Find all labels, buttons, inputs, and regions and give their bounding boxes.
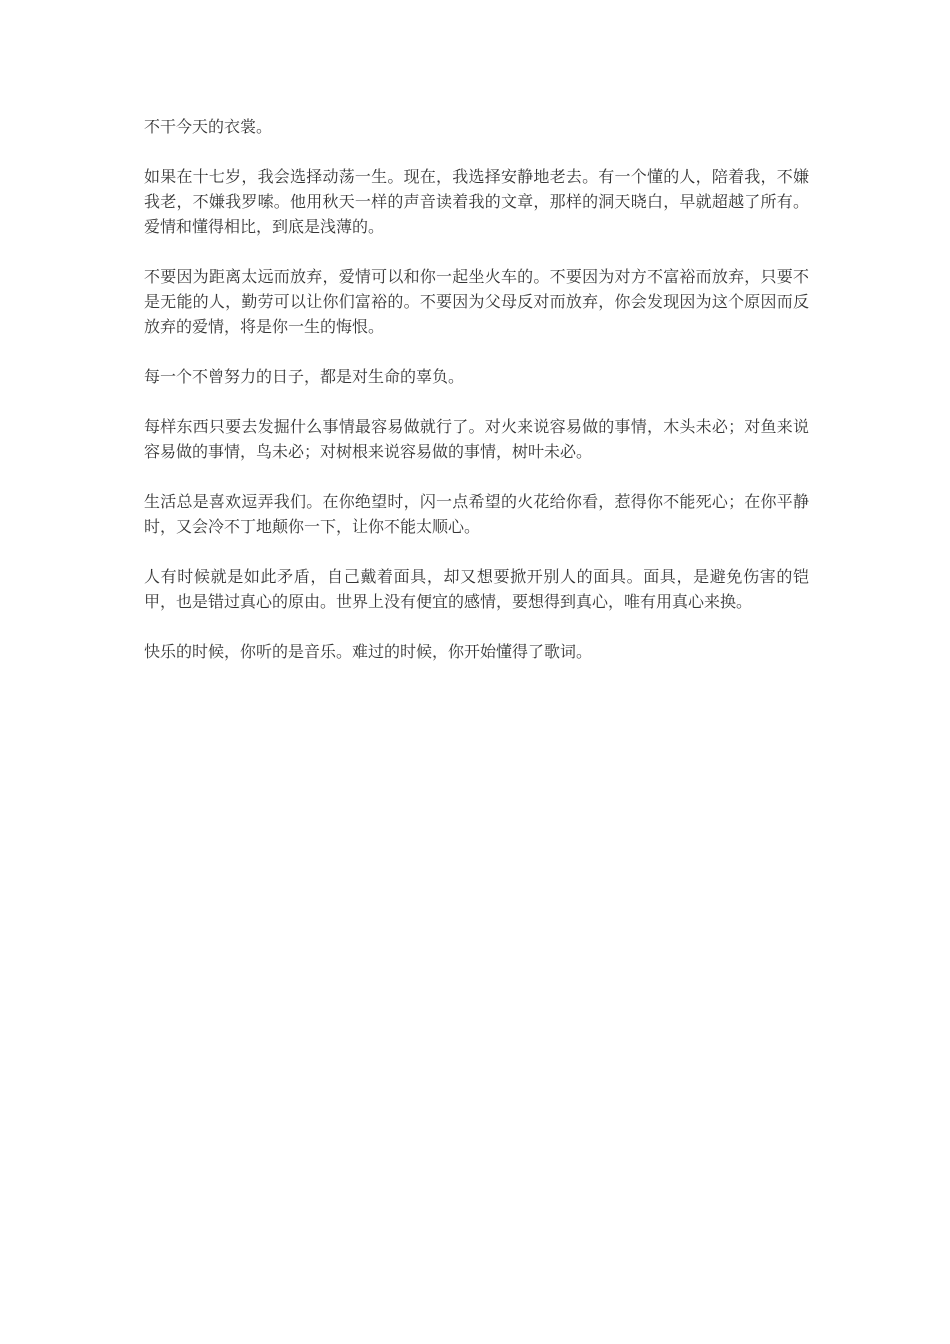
paragraph: 生活总是喜欢逗弄我们。在你绝望时，闪一点希望的火花给你看，惹得你不能死心；在你平静时，又会冷不丁地颠你一下，让你不能太顺心。 (144, 492, 809, 536)
paragraph: 快乐的时候，你听的是音乐。难过的时候，你开始懂得了歌词。 (144, 642, 593, 661)
paragraph: 不干今天的衣裳。 (144, 117, 273, 136)
document-body (144, 114, 809, 689)
paragraph: 如果在十七岁，我会选择动荡一生。现在，我选择安静地老去。有一个懂的人，陪着我，不嫌我老，不嫌我罗嗦。他用秋天一样的声音读着我的文章，那样的洞天晓白，早就超越了所有。爱情和懂得相比，到底是浅薄的。 (144, 167, 809, 236)
paragraph: 不要因为距离太远而放弃，爱情可以和你一起坐火车的。不要因为对方不富裕而放弃，只要不是无能的人，勤劳可以让你们富裕的。不要因为父母反对而放弃，你会发现因为这个原因而反放弃的爱情，将是你一生的悔恨。 (144, 267, 809, 336)
paragraph: 每样东西只要去发掘什么事情最容易做就行了。对火来说容易做的事情，木头未必；对鱼来说容易做的事情，鸟未必；对树根来说容易做的事情，树叶未必。 (144, 417, 809, 461)
paragraph: 人有时候就是如此矛盾，自己戴着面具，却又想要掀开别人的面具。面具，是避免伤害的铠甲，也是错过真心的原由。世界上没有便宜的感情，要想得到真心，唯有用真心来换。 (144, 567, 809, 611)
paragraph: 每一个不曾努力的日子，都是对生命的辜负。 (144, 367, 465, 386)
